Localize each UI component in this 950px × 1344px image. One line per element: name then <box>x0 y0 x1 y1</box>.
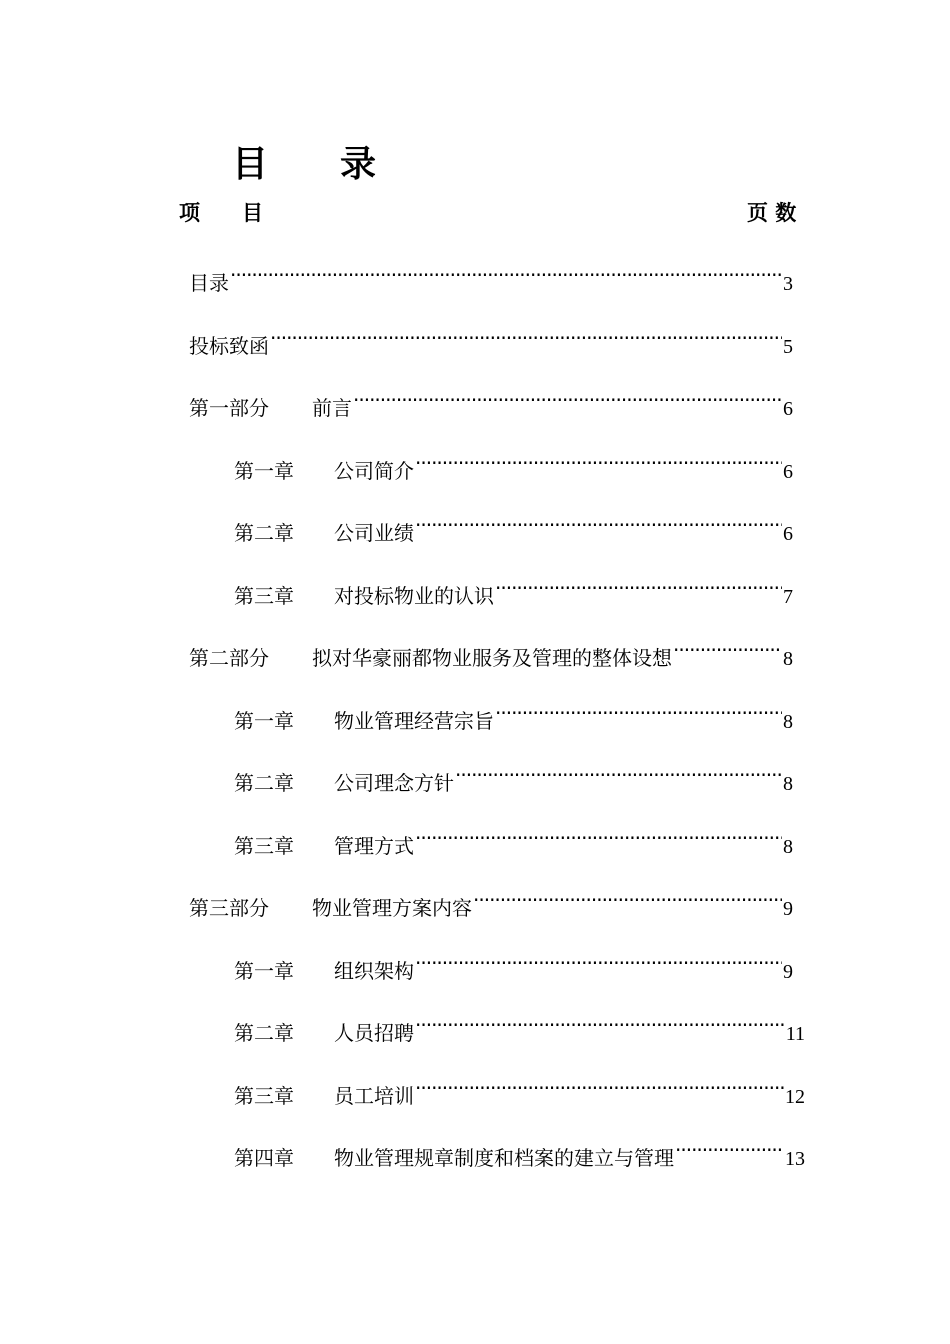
toc-entry-label <box>234 581 494 611</box>
toc-entry-title: 物业管理规章制度和档案的建立与管理 <box>334 1146 674 1170</box>
toc-entry-number: 第二章 <box>234 521 294 545</box>
toc-entry-label <box>234 456 414 486</box>
toc-entry[interactable] <box>234 1010 805 1045</box>
toc-entry[interactable] <box>234 448 793 483</box>
toc-entry-title: 物业管理经营宗旨 <box>334 709 494 733</box>
toc-entry[interactable] <box>234 823 793 858</box>
toc-entry-label <box>234 518 414 548</box>
toc-entry-label <box>234 1018 414 1048</box>
toc-entry-page: 8 <box>783 711 793 733</box>
toc-entry[interactable] <box>189 323 793 358</box>
dot-leader <box>415 948 782 978</box>
toc-entry[interactable] <box>189 635 793 670</box>
toc-entry-page: 8 <box>783 648 793 670</box>
toc-entry-label <box>189 331 269 361</box>
toc-entry-title: 公司业绩 <box>334 521 414 545</box>
dot-leader <box>673 635 782 665</box>
toc-entry-number: 第三部分 <box>189 896 269 920</box>
toc-entry-title: 物业管理方案内容 <box>312 896 472 920</box>
toc-entry-title: 组织架构 <box>334 959 414 983</box>
toc-entry-label <box>234 768 454 798</box>
toc-entry-page: 8 <box>783 836 793 858</box>
toc-entry-label <box>234 831 414 861</box>
toc-entry[interactable] <box>234 510 793 545</box>
dot-leader <box>270 323 782 353</box>
toc-entry-page: 5 <box>783 336 793 358</box>
toc-entry-title: 公司简介 <box>334 459 414 483</box>
toc-entry-page: 8 <box>783 773 793 795</box>
toc-entry-title: 公司理念方针 <box>334 771 454 795</box>
dot-leader <box>415 1010 785 1040</box>
toc-entry-page: 6 <box>783 461 793 483</box>
toc-entry-page: 9 <box>783 898 793 920</box>
dot-leader <box>473 885 782 915</box>
toc-entry-page: 3 <box>783 273 793 295</box>
toc-entry-page: 12 <box>785 1086 805 1108</box>
toc-entry-number: 第一部分 <box>189 396 269 420</box>
toc-entry-title: 管理方式 <box>334 834 414 858</box>
dot-leader <box>415 823 782 853</box>
column-header-item: 项 目 <box>179 200 263 225</box>
toc-entry-number: 第一章 <box>234 459 294 483</box>
toc-entry-number: 第一章 <box>234 709 294 733</box>
toc-entry-label <box>234 956 414 986</box>
toc-entry[interactable] <box>234 948 793 983</box>
toc-entry-label <box>189 893 472 923</box>
toc-entry-label <box>189 393 352 423</box>
toc-entry-label <box>234 706 494 736</box>
toc-entry-page: 11 <box>785 1023 805 1045</box>
toc-entry-number: 第三章 <box>234 1084 294 1108</box>
toc-entry-title: 目录 <box>189 271 229 295</box>
toc-entry-title: 前言 <box>312 396 352 420</box>
dot-leader <box>495 698 782 728</box>
toc-entry-number: 第四章 <box>234 1146 294 1170</box>
toc-entry-label <box>189 643 672 673</box>
dot-leader <box>495 573 782 603</box>
toc-entry[interactable] <box>234 573 793 608</box>
toc-entry-number: 第二部分 <box>189 646 269 670</box>
toc-entry-number: 第三章 <box>234 584 294 608</box>
toc-entry[interactable] <box>189 885 793 920</box>
toc-entry[interactable] <box>234 1135 805 1170</box>
toc-entry-label <box>234 1081 414 1111</box>
toc-entry-number: 第二章 <box>234 771 294 795</box>
toc-entry-title: 员工培训 <box>334 1084 414 1108</box>
toc-entry-page: 9 <box>783 961 793 983</box>
toc-entry[interactable] <box>189 385 793 420</box>
page-title: 目 录 <box>232 143 377 185</box>
column-header-page: 页 数 <box>747 200 797 225</box>
toc-entry-number: 第一章 <box>234 959 294 983</box>
dot-leader <box>415 510 782 540</box>
toc-entry-number: 第三章 <box>234 834 294 858</box>
toc-entry[interactable] <box>234 760 793 795</box>
toc-entry-number: 第二章 <box>234 1021 294 1045</box>
toc-entry-title: 拟对华豪丽都物业服务及管理的整体设想 <box>312 646 672 670</box>
toc-entry-page: 13 <box>785 1148 805 1170</box>
toc-entry-label <box>234 1143 674 1173</box>
toc-entry-page: 6 <box>783 398 793 420</box>
dot-leader <box>415 1073 784 1103</box>
dot-leader <box>353 385 782 415</box>
toc-entry-title: 对投标物业的认识 <box>334 584 494 608</box>
dot-leader <box>455 760 782 790</box>
toc-entry[interactable] <box>234 698 793 733</box>
toc-entry-label <box>189 268 229 298</box>
dot-leader <box>675 1135 784 1165</box>
toc-entry-page: 6 <box>783 523 793 545</box>
toc-entry[interactable] <box>234 1073 805 1108</box>
toc-entry-page: 7 <box>783 586 793 608</box>
toc-entry[interactable] <box>189 260 793 295</box>
dot-leader <box>415 448 782 478</box>
toc-entry-title: 人员招聘 <box>334 1021 414 1045</box>
dot-leader <box>230 260 782 290</box>
toc-entry-title: 投标致函 <box>189 334 269 358</box>
